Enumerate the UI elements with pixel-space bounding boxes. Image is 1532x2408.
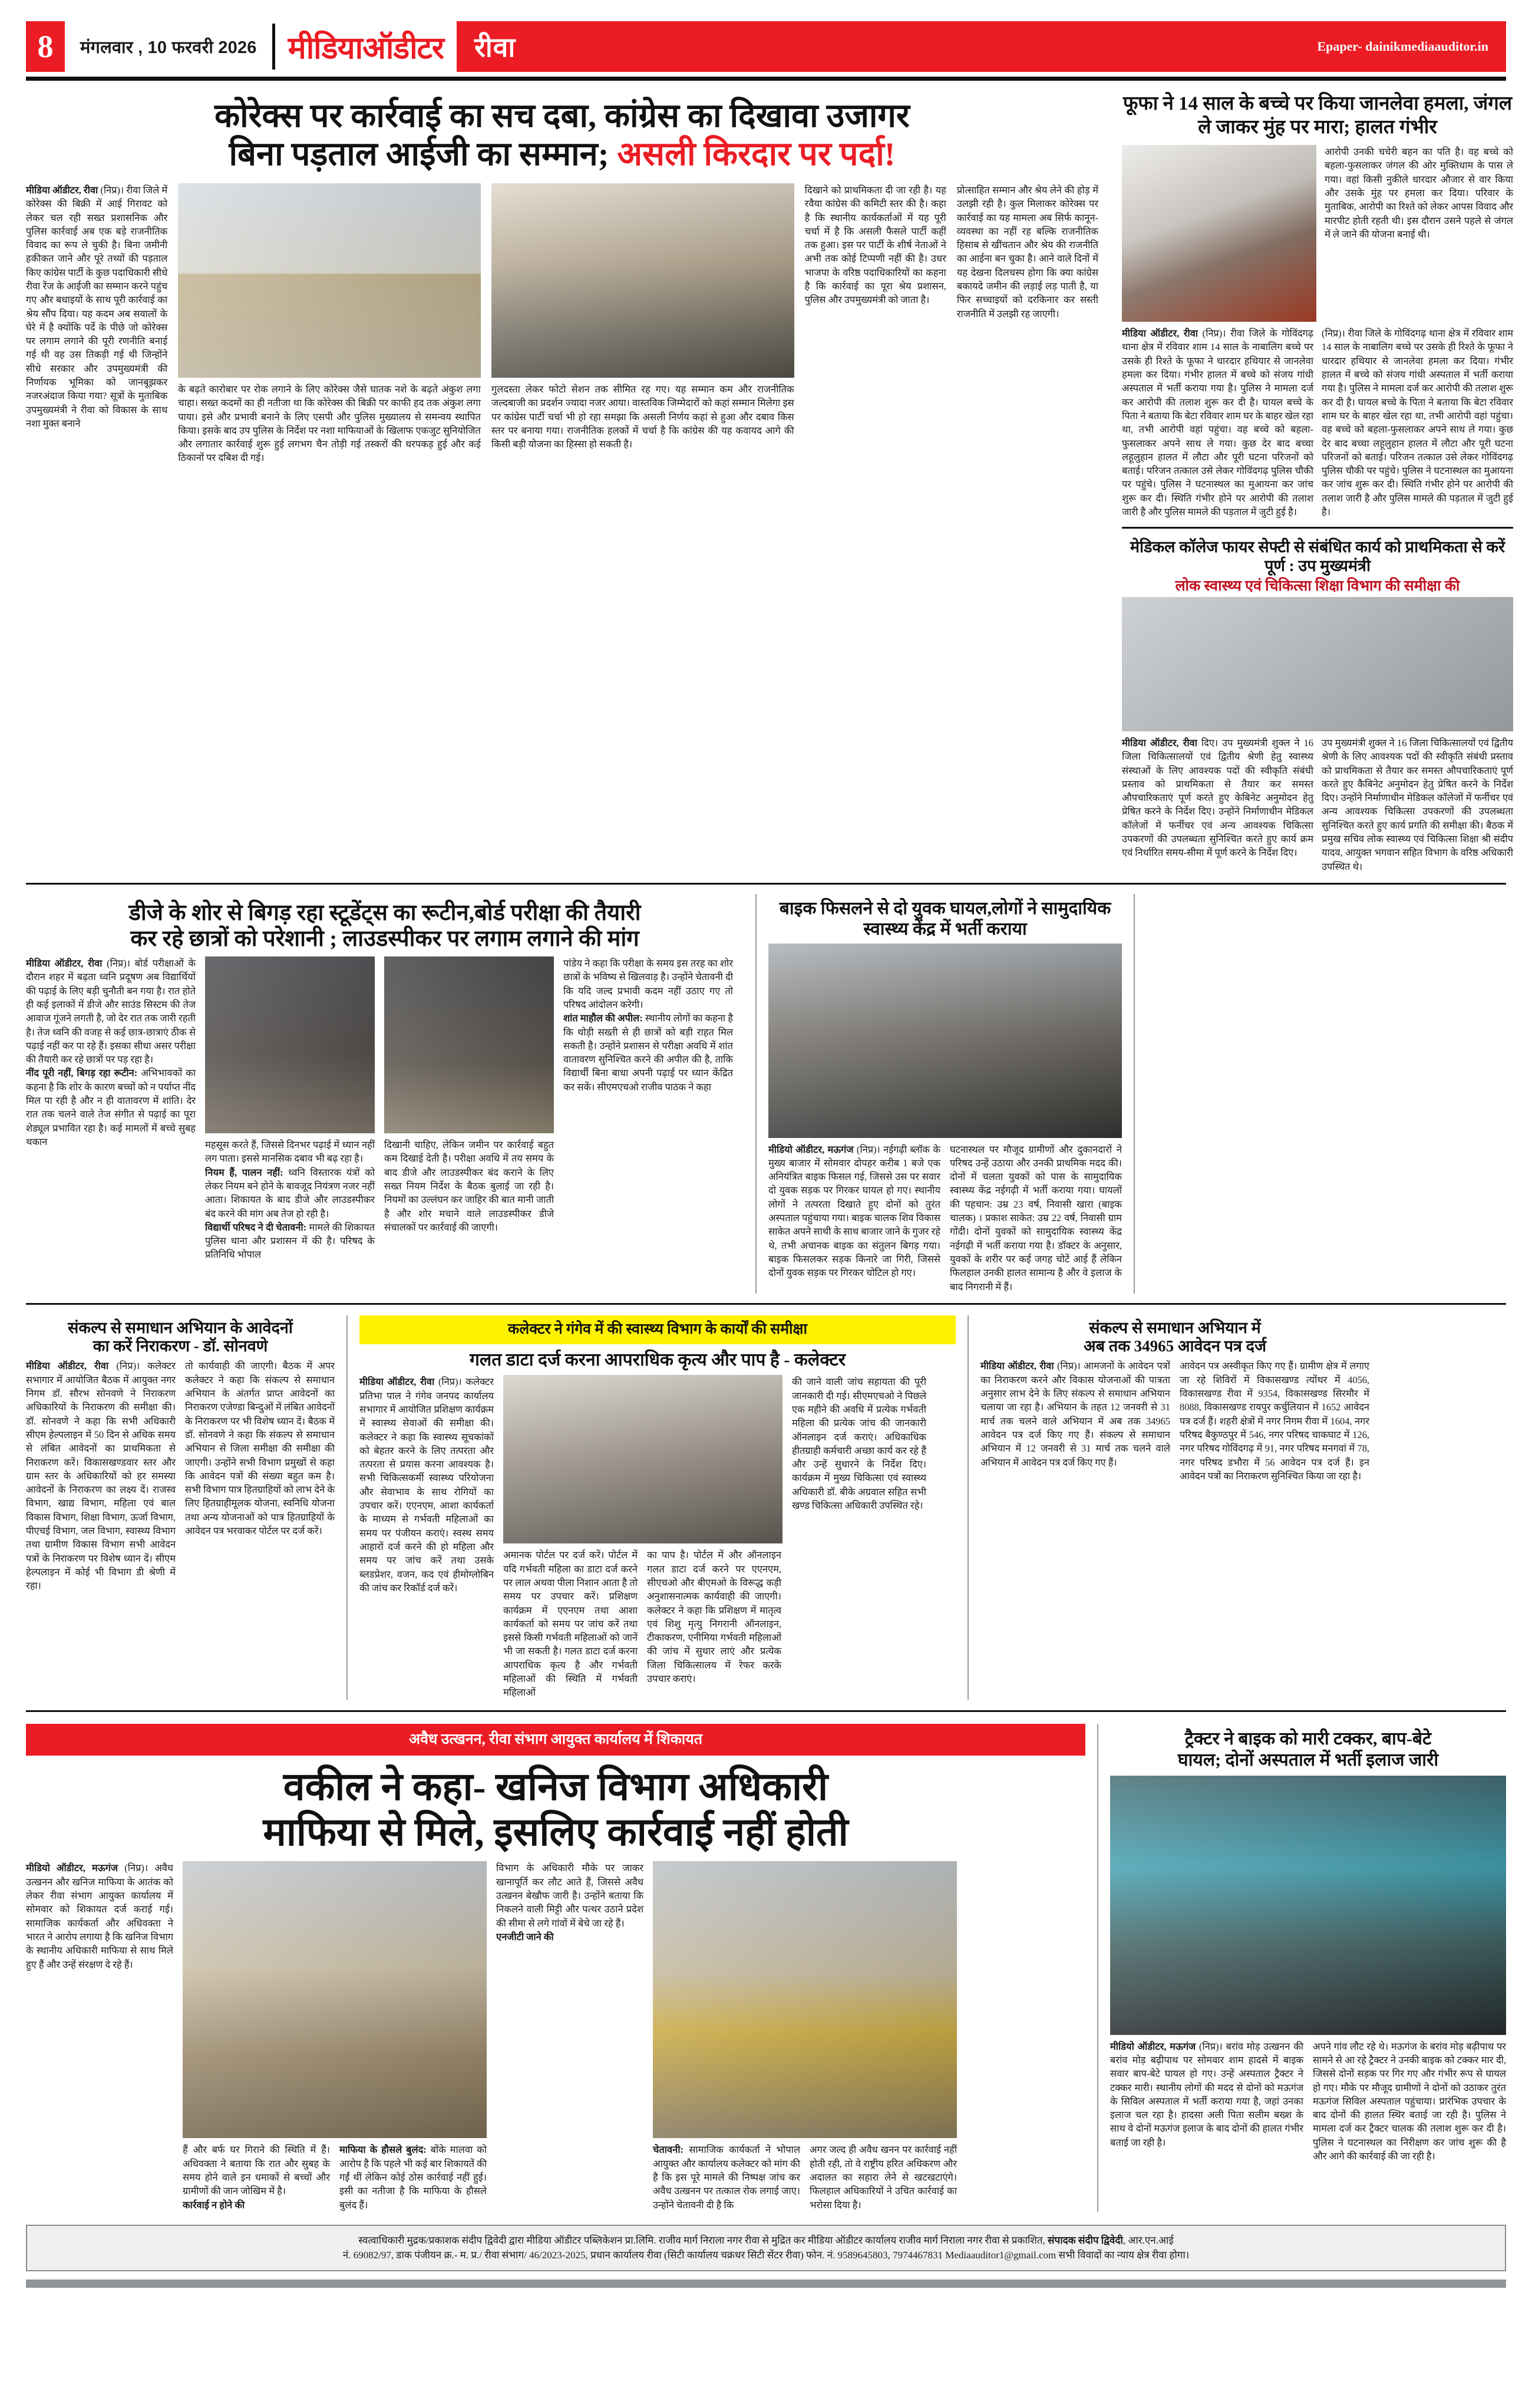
- photo-dj-speakers: [205, 956, 375, 1133]
- lead-photo-col-a: [178, 183, 481, 465]
- medical-headline: [1122, 533, 1513, 597]
- top-band: [26, 89, 1513, 873]
- vakil-col2-text: हैं और बर्फ घर गिराने की स्थिति में हैं। अधिवक्ता ने बताया कि रात और सुबह के समय होने वाले इन धमाकों से बच्चों और ग्रामीणों की जान जोखिम में है।: [183, 2144, 330, 2197]
- dj-headline-line2: कर रहे छात्रों को परेशानी ; लाउडस्पीकर पर लगाम लगाने की मांग: [130, 926, 639, 952]
- vakil-col1-text: (निप्र)। अवैध उत्खनन और खनिज माफिया के आतंक को लेकर रीवा संभाग आयुक्त कार्यालय में सोमवार को शिकायत दर्ज कराई गई। सामाजिक कार्यकर्ता और अधिवक्ता ने भारत ने आरोप लगाया है कि खनिज विभाग के स्थानीय अधिकारी माफिया से साथ मिले हुए हैं और उन्हें संरक्षण दे रहे हैं।: [26, 1862, 173, 1970]
- dj-col2c: मामले की शिकायत पुलिस थाना और प्रशासन में की है। परिषद के प्रतिनिधि भोपाल: [205, 1221, 375, 1261]
- collector-photo-col: [503, 1375, 782, 1699]
- lead-col-5: प्रोत्साहित सम्मान और श्रेय लेने की होड़ में उलझी रही है। कुल मिलाकर कोरेक्स पर कार्रवाई का यह मामला अब सिर्फ कानून-व्यवस्था का नहीं रह बल्कि राजनीतिक हिसाब से खींचतान और श्रेय की राजनीति का आईना बन चुका है। आने वाले दिनों में यह देखना दिलचस्प होगा कि क्या कांग्रेस बकायदे जमीन की लड़ाई लड़ पाती है, या फिर सच्चाइयों को दरकिनार कर सस्ती राजनीति में उलझी रह जाएगी।: [956, 184, 1098, 319]
- fufa-intro: आरोपी उनकी चचेरी बहन का पति है। वह बच्चे को बहला-फुसलाकर जंगल की ओर मुक्तिधाम के पास ले गया। वहां किसी नुकीले धारदार औजार से वार किया और उसके मुंह पर हमला कर दिया। परिवार के मुताबिक, आरोपी का रिश्ते को लेकर आपस विवाद और मारपीट होती रहती थी। इस दौरान उसने पहले से जंगल में ले जाने की योजना बनाई थी।: [1325, 146, 1513, 240]
- lead-photo-col-b: [491, 183, 794, 465]
- dateline: मंगलवार , 10 फरवरी 2026: [80, 38, 257, 57]
- collector-col1b-text: सभी चिकित्सकर्मी स्वास्थ्य परियोजना और सेवाभाव के साथ रोगियों का उपचार करें। एएनएम, आशा कार्यकर्ता के माध्यम से गर्भवती महिलाओं का समय पर पंजीयन कराएं। स्वस्थ समय आहारों दर्ज करने की हो महिला और समय पर जांच करें तथा उसके ब्लडप्रेशर, वजन, कद एवं हीमोग्लोबिन की जांच कर रिकॉर्ड दर्ज करें।: [359, 1472, 494, 1594]
- collector-yellow-banner: कलेक्टर ने गंगेव में की स्वास्थ्य विभाग के कार्यों की समीक्षा: [359, 1315, 956, 1344]
- tractor-headline: [1110, 1724, 1506, 1776]
- collector-col1-text: (निप्र)। कलेक्टर प्रतिभा पाल ने गंगेव जनपद कार्यालय सभागार में आयोजित प्रशिक्षण कार्यक्रम में स्वास्थ्य सेवाओं की समीक्षा की। कलेक्टर ने कहा कि स्वास्थ्य सूचकांकों को बेहतर करने के लिए तत्परता और तत्परता से प्रयास करना आवश्यक है।: [359, 1376, 494, 1470]
- dj-byline: मीडिया ऑडीटर, रीवा: [26, 958, 103, 969]
- dj-story: [26, 894, 744, 1294]
- photo-illegal-mining-road: [183, 1861, 487, 2138]
- photo-review-meeting: [1122, 597, 1513, 731]
- vakil-col5-text: सामाजिक कार्यकर्ता ने भोपाल आयुक्त और कार्यालय कलेक्टर को मांग की है कि इस पूरे मामले की निष्पक्ष जांच कर अवैध उत्खनन पर तत्काल रोक लगाई जाए। उन्होंने चेतावनी दी है कि: [653, 2144, 800, 2211]
- photo-crowd-night: [384, 956, 554, 1133]
- vakil-col-4: [496, 1861, 643, 2211]
- applications-byline: मीडिया ऑडीटर, रीवा: [980, 1360, 1054, 1372]
- sankalp-col-1: [26, 1359, 176, 1592]
- vakil-story: [26, 1724, 1085, 2212]
- right-column-top: [1122, 89, 1513, 873]
- dj-subhead-1: नींद पूरी नहीं, बिगड़ रहा रूटीन:: [26, 1067, 138, 1079]
- dj-col2-text: [205, 1138, 375, 1262]
- vakil-subhead-1: कार्रवाई न होने की: [183, 2199, 245, 2211]
- vertical-separator-band2b: [1134, 894, 1135, 1294]
- vertical-separator-band2a: [755, 894, 757, 1294]
- fufa-byline-col: [1122, 326, 1313, 519]
- applications-headline-line1: संकल्प से समाधान अभियान में: [1089, 1318, 1261, 1337]
- photo-collector-meeting: [503, 1375, 782, 1543]
- sankalp-col-2: तो कार्यवाही की जाएगी। बैठक में अपर कलेक्टर ने कहा कि संकल्प से समाधान अभियान के अंतर्गत प्राप्त आवेदनों का निराकरण एजेण्डा बिन्दुओं में लंबित आवेदनों के निराकरण पर भी विशेष ध्यान दें। बैठक में डॉ. सोनवणे ने कहा कि संकल्प से समाधान अभियान से जिला समीक्षा की समीक्षा की जाएगी। उन्होंने सभी विभाग प्रमुखों से कहा कि आवेदन पत्रों की संख्या बहुत कम है। सभी विभाग पात्र हितग्राहियों को लाभ देने के लिए हितग्राहीमूलक योजना, स्वनिधि योजना तथा अन्य योजनाओं को पात्र हितग्राहियों के आवेदन पत्र भरवाकर पोर्टल पर दर्ज करें।: [185, 1360, 335, 1536]
- dj-col-1: [26, 956, 196, 1262]
- photo-government-building: [178, 183, 481, 378]
- dj-col3-text: दिखानी चाहिए, लेकिन जमीन पर कार्रवाई बहुत कम दिखाई देती है। परीक्षा अवधि में तय समय के बाद डीजे और लाउडस्पीकर बंद कराने के लिए सख्त नियम निर्देश के बैठक बुलाई जा रही है। नियमों का उल्लंघन कर जाहिर की बात मानी जाती है और शोर मचाने वाले लाउडस्पीकर डीजे संचालकों पर कार्रवाई की जाएगी।: [384, 1139, 554, 1233]
- masthead: [26, 21, 1506, 72]
- photo-felicitation: [491, 183, 794, 378]
- collector-byline: मीडिया ऑडीटर, रीवा: [359, 1376, 435, 1388]
- tractor-col1-text: (निप्र)। बरांव मोड़ उत्खनन की बरांव मोड़ बढ़ीपाथ पर सोमवार शाम हादसे में बाइक सवार बाप-बेटे घायल हो गए। उन्हें अस्पताल ट्रैक्टर ने टक्कर मारी। स्थानीय लोगों की मदद से दोनों को मऊगंज के सिविल अस्पताल में भर्ती कराया गया है, जहां उनका इलाज चल रहा है। हादसा अली पिता सलीम बख्श के साथ वे दोनों मऊगंज इलाज के बाद दोनों की हालत गंभीर बताई जा रही है।: [1110, 2040, 1303, 2148]
- photo-hospital-ward: [1110, 1776, 1506, 2035]
- sankalp-headline-line1: संकल्प से समाधान अभियान के आवेदनों: [68, 1318, 293, 1337]
- bike-col-2: घटनास्थल पर मौजूद ग्रामीणों और दुकानदारों ने परिषद उन्हें उठाया और उनकी प्राथमिक मदद की। दोनों में चलता युवकों को पास के सामुदायिक स्वास्थ्य केंद्र नईगढ़ी में भर्ती कराया गया। घायलों की पहचान: उम्र 23 वर्ष, निवासी खारा (बाइक चालक) । प्रकाश साकेत: उम्र 22 वर्ष, निवासी ग्राम गोंदी। दोनों युवकों को सामुदायिक स्वास्थ्य केंद्र नईगढ़ी में भर्ती कराया गया है। डॉक्टर के अनुसार, युवकों के शरीर पर कई जगह चोटें आई हैं लेकिन फिलहाल उनकी हालत सामान्य है और वे इलाज के बाद निगरानी में हैं।: [950, 1143, 1122, 1292]
- dj-col4-b: स्थानीय लोगों का कहना है कि थोड़ी सख्ती से ही छात्रों को बड़ी राहत मिल सकती है। उन्होंने प्रशासन से परीक्षा अवधि में शांत वातावरण सुनिश्चित करने की अपील की है, ताकि विद्यार्थी बिना बाधा अपनी पढ़ाई पर ध्यान केंद्रित कर सकें। सीएमएचओ राजीव पाठक ने कहा: [563, 1012, 733, 1093]
- fufa-headline: फूफा ने 14 साल के बच्चे पर किया जानलेवा हमला, जंगल ले जाकर मुंह पर मारा; हालत गंभीर: [1122, 93, 1513, 138]
- applications-col-2: आवेदन पत्र अस्वीकृत किए गए हैं। ग्रामीण क्षेत्र में लगाए जा रहे शिविरों में विकासखण्ड त्योंथर में 4056, विकासखण्ड रीवा में 9354, विकासखण्ड सिरमौर में 8088, विकासखण्ड रायपुर कर्चुलियान में 1652 आवेदन पत्र दर्ज हैं। शहरी क्षेत्रों में नगर निगम रीवा में 1604, नगर परिषद बैकुण्ठपुर में 546, नगर परिषद चाकघाट में 126, नगर परिषद गोविंदगढ़ में 91, नगर परिषद मनगवां में 78, नगर परिषद डभौरा में 56 आवेदन पत्र दर्ज हैं। इन आवेदन पत्रों का निराकरण सुनिश्चित किया जा रहा है।: [1180, 1360, 1369, 1482]
- sankalp-headline-line2: का करें निराकरण - डॉ. सोनवणे: [93, 1337, 268, 1355]
- fufa-text-cont: (निप्र)। रीवा जिले के गोविंदगढ़ थाना क्षेत्र में रविवार शाम 14 साल के नाबालिग बच्चे पर उसके ही रिश्ते के फूफा ने धारदार हथियार से जानलेवा हमला कर दिया। गंभीर हालत में बच्चे को संजय गांधी अस्पताल में भर्ती कराया गया है। पुलिस ने मामला दर्ज कर आरोपी की तलाश शुरू कर दी है। घायल बच्चे के पिता ने बताया कि बेटा रविवार शाम घर के बाहर खेल रहा था, तभी आरोपी वहां पहुंचा। वह बच्चे को बहला-फुसलाकर अपने साथ ले गया। कुछ देर बाद बच्चा लहूलुहान हालत में लौटा और पूरी घटना परिजनों को बताई। परिजन तत्काल उसे लेकर गोविंदगढ़ पुलिस चौकी पर पहुंचे। पुलिस ने घटनास्थल का मुआयना कर जांच शुरू कर दी। स्थिति गंभीर होने पर आरोपी की तलाश जारी है और पुलिस मामले की पड़ताल में जुटी हुई है।: [1322, 328, 1513, 518]
- masthead-rule: [26, 77, 1506, 81]
- dj-col1-text: (निप्र)। बोर्ड परीक्षाओं के दौरान शहर में बढ़ता ध्वनि प्रदूषण अब विद्यार्थियों की पढ़ाई के लिए बड़ी चुनौती बन गया है। रात होते ही कई इलाकों में डीजे और साउंड सिस्टम की तेज आवाज गूंजने लगती है, जो देर रात तक जारी रहती है। तेज ध्वनि की वजह से कई छात्र-छात्राएं ठीक से पढ़ाई नहीं कर पा रहे हैं। इसका सीधा असर परीक्षा की तैयारी कर रहे छात्रों पर पड़ रहा है।: [26, 958, 196, 1066]
- dj-subhead-3: विद्यार्थी परिषद ने दी चेतावनी:: [205, 1221, 307, 1233]
- bike-story: [768, 894, 1122, 1294]
- vertical-separator-band4: [1097, 1724, 1098, 2212]
- lead-col-4: दिखाने को प्राथमिकता दी जा रही है। यह रवैया कांग्रेस की कमिटी स्तर की है। कहा है कि स्थानीय कार्यकर्ताओं में यह पूरी चर्चा में है कि असली फैसले पार्टी कहीं तक हुआ। इस पर पार्टी के शीर्ष नेताओं ने अभी तक कोई टिप्पणी नहीं की है। उधर भाजपा के वरिष्ठ पदाधिकारियों का कहना है कि कार्रवाई का पूरा श्रेय प्रशासन, पुलिस और उपमुख्यमंत्री को जाता है।: [804, 184, 946, 306]
- dj-col1b-text: अभिभावकों का कहना है कि शोर के कारण बच्चों को न पर्याप्त नींद मिल पा रही है और न ही वातावरण में शांति। देर रात तक चलने वाले तेज संगीत से पढ़ाई का पूरा शेड्यूल प्रभावित रहा है। कई मामलों में बच्चे सुबह थकान: [26, 1067, 196, 1147]
- sankalp-col1-text: (निप्र)। कलेक्टर सभागार में आयोजित बैठक में आयुक्त नगर निगम डॉ. सौरभ सोनवणे ने निराकरण अधिकारियों के निराकरण की समीक्षा की। डॉ. सोनवणे ने कहा कि सभी अधिकारी सीएम हेल्पलाइन में 50 दिन से अधिक समय से लंबित आवेदनों का प्राथमिकता से निराकरण करें। विकासखण्डवार स्तर और ग्राम स्तर के अधिकारियों को हर समस्या आवेदनों के निराकरण का लक्ष्य दें। राजस्व विभाग, खाद्य विभाग, महिला एवं बाल विकास विभाग, शिक्षा विभाग, ऊर्जा विभाग, पीएचई विभाग, जल विभाग, स्वास्थ्य विभाग तथा ग्रामीण विकास विभाग सभी आवेदन पत्रों के निराकरण पर विशेष ध्यान दें। सीएम हेल्पलाइन में कोई भी विभाग डी श्रेणी में रहा।: [26, 1360, 176, 1592]
- masthead-red-strip: [457, 21, 1506, 72]
- page-footer: [26, 2225, 1506, 2271]
- applications-headline-line2: अब तक 34965 आवेदन पत्र दर्ज: [1084, 1337, 1266, 1355]
- dj-col4-a: पांडेय ने कहा कि परीक्षा के समय इस तरह का शोर छात्रों के भविष्य से खिलवाड़ है। उन्होंने चेतावनी दी कि यदि जल्द प्रभावी कदम नहीं उठाए गए तो परिषद आंदोलन करेगी।: [563, 958, 733, 1010]
- tractor-story: [1110, 1724, 1506, 2212]
- vakil-byline: मीडियो ऑडीटर, मऊगंज: [26, 1862, 118, 1874]
- lead-col1-text: (निप्र)। रीवा जिले में कोरेक्स की बिक्री में आई गिरावट को लेकर चल रही सख्त प्रशासनिक और पुलिस कार्रवाई अब एक बड़े राजनीतिक विवाद का रूप ले चुकी है। बिना जमीनी हकीकत जाने और पूरे तथ्यों की पड़ताल किए कांग्रेस पार्टी के कुछ पदाधिकारी सीधे रीवा रेंज के आईजी का सम्मान करने पहुंच गए और बधाइयों के साथ पूरी कार्रवाई का श्रेय सौंप दिया। यह कदम अब सवालों के घेरे में है क्योंकि पर्दे के पीछे जो कोरेक्स पर लगाम लगाने की पूरी रणनीति बनाई गई थी वह उस तिकड़ी गई थी जिन्होंने सीधे सरकार और उपमुख्यमंत्री की निर्णायक भूमिका को जानबूझकर नजरअंदाज किया गया?: [26, 184, 168, 402]
- tractor-col2-text: अपने गांव लौट रहे थे। मऊगंज के बरांव मोड़ बढ़ीपाथ पर सामने से आ रहे ट्रैक्टर ने उनकी बाइक को टक्कर मार दी, जिससे दोनों सड़क पर गिर गए और गंभीर रूप से घायल हो गए।: [1313, 2040, 1506, 2093]
- bike-byline: मीडियो ऑडीटर, मऊगंज: [768, 1143, 854, 1155]
- vakil-subhead-2: एनजीटी जाने की: [496, 1931, 554, 1942]
- vertical-separator-band3a: [346, 1315, 348, 1700]
- lead-col1b-text: सूत्रों के मुताबिक उपमुख्यमंत्री ने रीवा को विकास के साथ नशा मुक्त बनाने: [26, 390, 168, 429]
- vakil-col-3: [339, 2143, 487, 2211]
- band-4: [26, 1724, 1506, 2212]
- dj-headline-line1: डीजे के शोर से बिगड़ रहा स्टूडेंट्स का रूटीन,बोर्ड परीक्षा की तैयारी: [128, 900, 641, 925]
- lead-story: [26, 89, 1098, 873]
- medical-headline-text: मेडिकल कॉलेज फायर सेफ्टी से संबंधित कार्य को प्राथमिकता से करें पूर्ण : उप मुख्यमंत्री: [1130, 538, 1505, 575]
- rule-band3: [26, 1303, 1506, 1305]
- bike-col1-text: (निप्र)। नईगढ़ी ब्लॉक के मुख्य बाजार में सोमवार दोपहर करीब 1 बजे एक अनियंत्रित बाइक फिसल गई, जिससे उस पर सवार दो युवक सड़क पर गिरकर घायल हो गए। स्थानीय लोगों ने तत्परता दिखाते हुए दोनों को तुरंत अस्पताल पहुंचाया गया। बाइक चालक शिव विकास साकेत अपने साथी के साथ बाजार जाने के गुजर रहे थे, तभी अचानक बाइक का संतुलन बिगड़ गया। बाइक फिसलकर सड़क किनारे जा गिरी, जिससे दोनों युवक सड़क पर गिरकर चोटिल हो गए।: [768, 1143, 940, 1279]
- footer-editor: संपादक संदीप द्विवेदी: [1048, 2234, 1123, 2246]
- lead-byline: मीडिया ऑडीटर, रीवा: [26, 184, 98, 196]
- fufa-text: (निप्र)। रीवा जिले के गोविंदगढ़ थाना क्षेत्र में रविवार शाम 14 साल के नाबालिग बच्चे पर उसके ही रिश्ते के फूफा ने धारदार हथियार से जानलेवा हमला कर दिया। गंभीर हालत में बच्चे को संजय गांधी अस्पताल में भर्ती कराया गया है। पुलिस ने मामला दर्ज कर आरोपी की तलाश शुरू कर दी है। घायल बच्चे के पिता ने बताया कि बेटा रविवार शाम घर के बाहर खेल रहा था, तभी आरोपी वहां पहुंचा। वह बच्चे को बहला-फुसलाकर अपने साथ ले गया। कुछ देर बाद बच्चा लहूलुहान हालत में लौटा और पूरी घटना परिजनों को बताई। परिजन तत्काल उसे लेकर गोविंदगढ़ पुलिस चौकी पर पहुंचे। पुलिस ने घटनास्थल का मुआयना कर जांच शुरू कर दी। स्थिति गंभीर होने पर आरोपी की तलाश जारी है और पुलिस मामले की पड़ताल में जुटी हुई है।: [1122, 328, 1313, 518]
- photo-injured-boy: [1122, 145, 1316, 322]
- dj-col-3: [384, 956, 554, 1262]
- applications-col1-text: (निप्र)। आमजनों के आवेदन पत्रों का निराकरण करने और विकास योजनाओं की पात्रता अनुसार लाभ देने के लिए संकल्प से समाधान अभियान चलाया जा रहा है। अभियान के तहत 12 जनवरी से 31 मार्च तक चलने वाले अभियान में अब तक 34965 आवेदन पत्र दर्ज किए गए हैं। संकल्प से समाधान अभियान में 12 जनवरी से 31 मार्च तक चलने वाले अभियान में आवेदन पत्र दर्ज किए गए हैं।: [980, 1360, 1170, 1468]
- medical-col-2: उप मुख्यमंत्री शुक्ल ने 16 जिला चिकित्सालयों एवं द्वितीय श्रेणी के लिए आवश्यक पदों की स्वीकृति संबंधी प्रस्ताव को प्राथमिकता से तैयार कर समस्त औपचारिकताएं पूर्ण करते हुए कैबिनेट अनुमोदन हेतु प्रेषित करने के निर्देश दिए। उन्होंने निर्माणाधीन मेडिकल कॉलेजों में फर्नीचर एवं अन्य आवश्यक चिकित्सा उपकरणों की उपलब्धता सुनिश्चित करते हुए कार्य प्रगति की समीक्षा की। बैठक में प्रमुख सचिव लोक स्वास्थ्य एवं चिकित्सा शिक्षा श्री संदीप यादव, आयुक्त भगवान सहित विभाग के वरिष्ठ अधिकारी उपस्थित थे।: [1322, 737, 1513, 872]
- vakil-col4-text: विभाग के अधिकारी मौके पर जाकर खानापूर्ति कर लौट आते हैं, जिससे अवैध उत्खनन बेखौफ जारी है। उन्होंने बताया कि निकलने वाली मिट्टी और पत्थर उठाने प्रदेश की सीमा से लगे गांवों में बेचे जा रहे हैं।: [496, 1862, 643, 1929]
- footer-gray-bar: [26, 2280, 1506, 2288]
- bike-col-1: [768, 1143, 940, 1294]
- tractor-col-1: [1110, 2040, 1303, 2163]
- vakil-col-2: [183, 2143, 330, 2211]
- sankalp-headline: [26, 1315, 335, 1360]
- tractor-col-2: [1313, 2040, 1506, 2163]
- lead-col-1: [26, 183, 167, 465]
- rule-medical: [1122, 527, 1513, 529]
- vakil-col5-title: चेतावनी:: [653, 2144, 684, 2156]
- applications-col-1: [980, 1359, 1170, 1483]
- vakil-red-banner: अवैध उत्खनन, रीवा संभाग आयुक्त कार्यालय में शिकायत: [26, 1724, 1085, 1756]
- sankalp-story: [26, 1315, 335, 1700]
- epaper-url[interactable]: Epaper- dainikmediaauditor.in: [1317, 39, 1488, 54]
- medical-col1-text: दिए। उप मुख्यमंत्री शुक्ल ने 16 जिला चिकित्सालयों एवं द्वितीय श्रेणी हेतु स्वास्थ्य संस्थाओं के लिए आवश्यक पदों की स्वीकृति संबंधी प्रस्ताव को प्राथमिकता से तैयार कर समस्त औपचारिकताएं पूर्ण करते हुए केबिनेट अनुमोदन हेतु प्रेषित करने के निर्देश दिए। उन्होंने निर्माणाधीन मेडिकल कॉलेजों में फर्नीचर एवं अन्य आवश्यक चिकित्सा उपकरणों की उपलब्धता सुनिश्चित करते हुए कार्य क्रम एवं निर्धारित समय-सीमा में पूर्ण करने के निर्देश दिए।: [1122, 737, 1313, 859]
- lead-headline-line2-red: असली किरदार पर पर्दा!: [617, 136, 896, 173]
- vakil-col3-title: माफिया के हौसले बुलंद:: [339, 2144, 427, 2156]
- vakil-headline: [26, 1756, 1085, 1861]
- tractor-col2b-text: मौके पर मौजूद ग्रामीणों ने दोनों को उठाकर तुरंत मऊगंज सिविल अस्पताल पहुंचाया। प्रारंभिक उपचार के बाद दोनों की हालत स्थिर बताई जा रही है। पुलिस ने मामला दर्ज कर ट्रैक्टर चालक की तलाश शुरू कर दी है। पुलिस ने घटनास्थल का निरीक्षण कर जांच शुरू की है और आगे की कार्रवाई की जा रही है।: [1313, 2082, 1506, 2162]
- dj-col-2: [205, 956, 375, 1262]
- lead-col3-text: गुलदस्ता लेकर फोटो सेशन तक सीमित रह गए। यह सम्मान कम और राजनीतिक जल्दबाजी का प्रदर्शन ज्यादा नजर आया। वास्तविक जिम्मेदारों को कहां सम्मान मिलेगा इस पर कांग्रेस पार्टी चर्चा भी हो रहा समझा कि असली निर्णय कहां से हुआ और दबाव किस स्तर पर बनाया गया। राजनीतिक हलकों में चर्चा है कि कांग्रेस की यह कवायद आगे की किसी बड़ी योजना का हिस्सा हो सकती है।: [491, 383, 794, 450]
- dj-subhead-2: नियम हैं, पालन नहीं:: [205, 1166, 283, 1178]
- dj-col2-a: महसूस करते हैं, जिससे दिनभर पढ़ाई में ध्यान नहीं लग पाता। इससे मानसिक दबाव भी बढ़ रहा है।: [205, 1139, 375, 1165]
- applications-story: [980, 1315, 1369, 1700]
- vakil-col3-text: बोंके मालवा को आरोप है कि पहले भी कई बार शिकायतें की गईं थीं लेकिन कोई ठोस कार्रवाई नहीं हुई। इसी का नतीजा है कि माफिया के हौसले बुलंद हैं।: [339, 2144, 487, 2211]
- lead-headline-line1: कोरेक्स पर कार्रवाई का सच दबा, कांग्रेस का दिखावा उजागर: [214, 98, 910, 134]
- footer-line1-c: , आर.एन.आई: [1122, 2234, 1174, 2246]
- page-number: 8: [26, 21, 65, 72]
- tractor-headline-line1: ट्रैक्टर ने बाइक को मारी टक्कर, बाप-बेटे: [1184, 1729, 1432, 1749]
- dj-headline: [26, 894, 744, 956]
- photo-bike-accident: [768, 944, 1122, 1138]
- fufa-byline: मीडिया ऑडीटर, रीवा: [1122, 328, 1198, 339]
- lead-headline-line2-black: बिना पड़ताल आईजी का सम्मान;: [229, 136, 609, 173]
- dj-col-4: [563, 956, 733, 1262]
- rule-band2: [26, 883, 1506, 885]
- footer-line1-a: स्वत्वाधिकारी मुद्रक/प्रकाशक संदीप द्विवेदी द्वारा मीडिया ऑडीटर पब्लिकेशन प्रा.लिमि. राजीव मार्ग निराला नगर रीवा से मुद्रित कर मीडिया ऑडीटर कार्यालय राजीव मार्ग निराला नगर रीवा से प्रकाशित,: [358, 2234, 1048, 2246]
- medical-subhead-red: लोक स्वास्थ्य एवं चिकित्सा शिक्षा विभाग की समीक्षा की: [1175, 578, 1460, 594]
- vakil-col-6: अगर जल्द ही अवैध खनन पर कार्रवाई नहीं होती रही, तो वे राष्ट्रीय हरित अधिकरण और अदालत का सहारा लेने से खटखटाएंगे। फिलहाल अधिकारियों ने उचित कार्रवाई का भरोसा दिया है।: [810, 2144, 957, 2211]
- brand-logo: मीडियाऑडीटर: [288, 31, 444, 65]
- tractor-headline-line2: घायल; दोनों अस्पताल में भर्ती इलाज जारी: [1177, 1750, 1439, 1770]
- lead-headline: [26, 89, 1098, 177]
- bike-headline: बाइक फिसलने से दो युवक घायल,लोगों ने सामुदायिक स्वास्थ्य केंद्र में भर्ती कराया: [779, 898, 1111, 939]
- vakil-photo-col-b: [653, 1861, 957, 2211]
- collector-headline: गलत डाटा दर्ज करना आपराधिक कृत्य और पाप है - कलेक्टर: [470, 1350, 846, 1370]
- tractor-byline: मीडियो ऑडीटर, मऊगंज: [1110, 2040, 1196, 2052]
- vakil-headline-line1: वकील ने कहा- खनिज विभाग अधिकारी: [283, 1766, 828, 1809]
- sankalp-byline: मीडिया ऑडीटर, रीवा: [26, 1360, 109, 1372]
- band-3: [26, 1315, 1506, 1700]
- vakil-headline-line2: माफिया से मिले, इसलिए कार्रवाई नहीं होती: [263, 1810, 848, 1854]
- photo-jcb-excavator: [653, 1861, 957, 2138]
- vakil-photo-col-a: [183, 1861, 487, 2211]
- dj-subhead-4: शांत माहौल की अपील:: [563, 1012, 643, 1024]
- medical-byline: मीडिया ऑडीटर, रीवा: [1122, 737, 1197, 748]
- collector-col-1: [359, 1375, 494, 1699]
- medical-col-1: [1122, 736, 1313, 873]
- collector-col-2: अमानक पोर्टल पर दर्ज करें। पोर्टल में यदि गर्भवती महिला का डाटा दर्ज करने पर लाल अथवा पीला निशान आता है तो समय पर उपचार करें। प्रशिक्षण कार्यक्रम में एएनएम तथा आशा कार्यकर्ता को समय पर जांच करें तथा इससे किसी गर्भवती महिलाओं को जानें भी जा सकती है। गलत डाटा दर्ज करना आपराधिक कृत्य है और गर्भवती महिलाओं की स्थिति में गर्भवती महिलाओं: [503, 1549, 638, 1698]
- collector-col-3: का पाप है। पोर्टल में और ऑनलाइन गलत डाटा दर्ज करने पर एएनएम, सीएचओ और बीएमओ के विरूद्ध कड़ी अनुशासनात्मक कार्यवाही की जाएगी। कलेक्टर ने कहा कि प्रशिक्षण में मातृत्व एवं शिशु मृत्यु निगरानी ऑनलाइन, टीकाकरण, एनीमिया गर्भवती महिलाओं की जांच में सुधार लाएं और प्रत्येक जिला चिकित्सालय में रेफर करके उपचार कराएं।: [647, 1549, 781, 1685]
- vakil-col-5: [653, 2143, 800, 2211]
- collector-story: [359, 1315, 956, 1700]
- vertical-separator-band3b: [968, 1315, 969, 1700]
- footer-line2: नं. 69082/97, डाक पंजीयन क्र.- म. प्र./ रीवा संभाग/ 46/2023-2025, प्रधान कार्यालय रीवा (सिटी कार्यालय चक्रधर सिटी सेंटर रीवा) फोन. नं. 9589645803, 7974467831 Mediaauditor1@gmail.com सभी विवादों का न्याय क्षेत्र रीवा होगा।: [342, 2249, 1190, 2261]
- vakil-col-1: [26, 1861, 173, 2211]
- lead-col2-text: के बढ़ते कारोबार पर रोक लगाने के लिए कोरेक्स जैसे घातक नशे के बढ़ते अंकुश लगा चाहा। सख्त कदमों का ही नतीजा था कि कोरेक्स की बिक्री पर काफी हद तक अंकुश लगा पाया। इसे और प्रभावी बनाने के लिए एसपी और पुलिस मुख्यालय से समन्वय स्थापित किया। इसके बाद उप पुलिस के निर्देश पर नशा माफियाओं के खिलाफ एकजुट सुनियोजित और लगातार कार्रवाई शुरू हुई लगभग चैन तोड़ी गई तस्करों की धरपकड़ हुई और कई ठिकानों पर दबिश दी गई।: [178, 383, 481, 464]
- band-2: [26, 894, 1506, 1294]
- applications-headline: [980, 1315, 1369, 1360]
- collector-col-4: की जाने वाली जांच सहायता की पूरी जानकारी दी गई। सीएमएचओ ने पिछले एक महीने की अवधि में प्रत्येक गर्भवती महिला की प्रत्येक जांच की जानकारी ऑनलाइन दर्ज कराएं। अधिकाधिक हीतग्राही कर्मचारी अच्छा कार्य कर रहे हैं और उन्हें सुधारने के निर्देश दिए। कार्यक्रम में मुख्य चिकित्सा एवं स्वास्थ्य अधिकारी डॉ. बीके अग्रवाल सहित सभी खण्ड चिकित्सा अधिकारी उपस्थित रहे।: [792, 1376, 926, 1512]
- edition-city: रीवा: [474, 32, 516, 62]
- rule-band4: [26, 1710, 1506, 1712]
- dj-col2b: ध्वनि विस्तारक यंत्रों को लेकर नियम बने होने के बावजूद नियंत्रण नजर नहीं आता। शिकायत के बाद डीजे और लाउडस्पीकर बंद करने की मांग अब तेज हो रही है।: [205, 1166, 375, 1219]
